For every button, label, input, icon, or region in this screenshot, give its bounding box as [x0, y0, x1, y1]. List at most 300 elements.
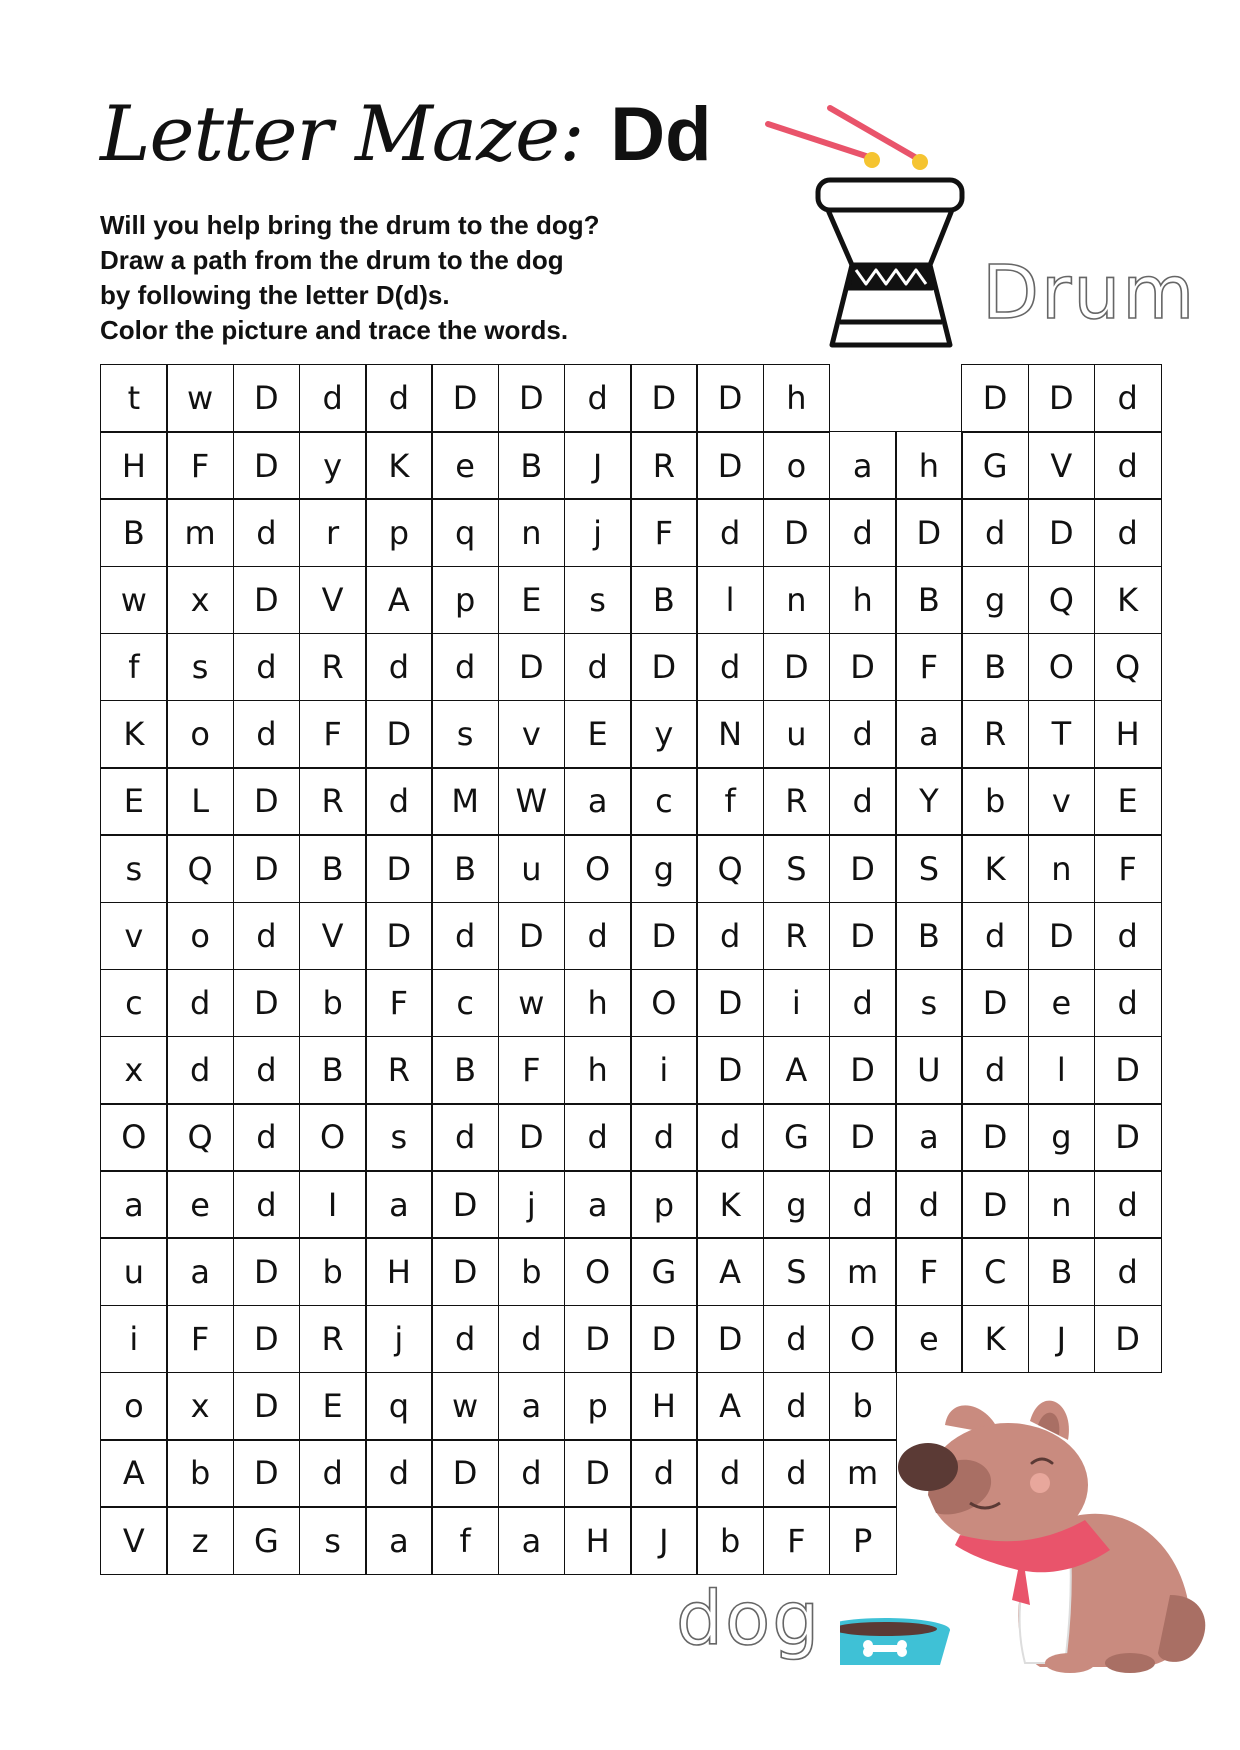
maze-cell[interactable]: d: [431, 1305, 499, 1374]
maze-cell[interactable]: E: [299, 1372, 367, 1441]
maze-cell[interactable]: b: [829, 1372, 897, 1441]
maze-cell[interactable]: O: [630, 969, 698, 1038]
maze-cell[interactable]: V: [299, 566, 367, 635]
bowl-icon: [840, 1618, 950, 1665]
maze-cell[interactable]: d: [763, 1439, 831, 1508]
maze-cell[interactable]: F: [895, 633, 963, 702]
maze-cell[interactable]: R: [365, 1036, 433, 1105]
maze-cell[interactable]: D: [630, 633, 698, 702]
maze-cell[interactable]: a: [100, 1170, 168, 1239]
maze-cell[interactable]: y: [630, 700, 698, 769]
maze-cell[interactable]: D: [1028, 498, 1096, 567]
maze-cell[interactable]: d: [1094, 1170, 1162, 1239]
maze-cell[interactable]: e: [895, 1305, 963, 1374]
maze-cell[interactable]: V: [1028, 431, 1096, 500]
maze-cell[interactable]: D: [1028, 364, 1096, 433]
maze-cell[interactable]: b: [498, 1237, 566, 1306]
maze-cell[interactable]: b: [299, 969, 367, 1038]
maze-cell[interactable]: d: [829, 969, 897, 1038]
maze-cell[interactable]: d: [233, 633, 301, 702]
maze-cell[interactable]: D: [961, 364, 1029, 433]
maze-cell[interactable]: R: [299, 633, 367, 702]
maze-cell[interactable]: d: [233, 1103, 301, 1172]
maze-cell[interactable]: T: [1028, 700, 1096, 769]
maze-cell[interactable]: D: [431, 1237, 499, 1306]
maze-cell[interactable]: D: [1094, 1305, 1162, 1374]
maze-cell[interactable]: a: [564, 1170, 632, 1239]
maze-cell[interactable]: d: [564, 364, 632, 433]
maze-cell[interactable]: A: [696, 1237, 764, 1306]
maze-cell[interactable]: K: [696, 1170, 764, 1239]
maze-cell[interactable]: d: [233, 902, 301, 971]
maze-cell[interactable]: d: [431, 1103, 499, 1172]
maze-cell[interactable]: b: [166, 1439, 234, 1508]
maze-cell[interactable]: p: [630, 1170, 698, 1239]
maze-cell[interactable]: d: [696, 498, 764, 567]
maze-cell[interactable]: d: [1094, 431, 1162, 500]
instruction-line: Color the picture and trace the words.: [100, 315, 569, 345]
maze-cell[interactable]: d: [564, 902, 632, 971]
maze-cell[interactable]: E: [498, 566, 566, 635]
maze-cell[interactable]: A: [696, 1372, 764, 1441]
maze-cell[interactable]: d: [961, 902, 1029, 971]
maze-cell[interactable]: O: [299, 1103, 367, 1172]
maze-cell[interactable]: F: [166, 1305, 234, 1374]
maze-cell[interactable]: J: [564, 431, 632, 500]
maze-cell[interactable]: B: [299, 1036, 367, 1105]
maze-cell[interactable]: D: [829, 633, 897, 702]
maze-cell[interactable]: D: [233, 1439, 301, 1508]
maze-gap: [1028, 1372, 1096, 1441]
maze-cell[interactable]: R: [299, 1305, 367, 1374]
maze-cell[interactable]: c: [100, 969, 168, 1038]
maze-cell[interactable]: D: [233, 1305, 301, 1374]
maze-cell[interactable]: d: [431, 633, 499, 702]
maze-cell[interactable]: b: [696, 1506, 764, 1575]
maze-cell[interactable]: O: [100, 1103, 168, 1172]
maze-cell[interactable]: K: [961, 834, 1029, 903]
maze-cell[interactable]: d: [763, 1305, 831, 1374]
maze-cell[interactable]: D: [365, 700, 433, 769]
maze-cell[interactable]: e: [1028, 969, 1096, 1038]
maze-cell[interactable]: S: [763, 1237, 831, 1306]
maze-cell[interactable]: V: [100, 1506, 168, 1575]
maze-cell[interactable]: D: [829, 834, 897, 903]
maze-cell[interactable]: q: [431, 498, 499, 567]
maze-cell[interactable]: d: [564, 633, 632, 702]
maze-cell[interactable]: B: [431, 834, 499, 903]
maze-cell[interactable]: h: [895, 431, 963, 500]
maze-cell[interactable]: B: [630, 566, 698, 635]
maze-cell[interactable]: j: [564, 498, 632, 567]
maze-cell[interactable]: p: [431, 566, 499, 635]
maze-gap: [961, 1439, 1029, 1508]
maze-cell[interactable]: C: [961, 1237, 1029, 1306]
maze-cell[interactable]: D: [233, 767, 301, 836]
maze-gap: [895, 1439, 963, 1508]
maze-cell[interactable]: d: [166, 1036, 234, 1105]
maze-cell[interactable]: d: [1094, 364, 1162, 433]
maze-cell[interactable]: s: [166, 633, 234, 702]
maze-cell[interactable]: n: [763, 566, 831, 635]
maze-cell[interactable]: D: [233, 566, 301, 635]
maze-cell[interactable]: D: [431, 364, 499, 433]
maze-cell[interactable]: d: [630, 1439, 698, 1508]
maze-cell[interactable]: G: [961, 431, 1029, 500]
maze-cell[interactable]: v: [100, 902, 168, 971]
maze-gap: [961, 1372, 1029, 1441]
maze-cell[interactable]: B: [961, 633, 1029, 702]
maze-cell[interactable]: D: [233, 431, 301, 500]
maze-cell[interactable]: f: [431, 1506, 499, 1575]
maze-cell[interactable]: g: [630, 834, 698, 903]
letter-maze: [100, 364, 1160, 1573]
maze-cell[interactable]: d: [696, 633, 764, 702]
maze-cell[interactable]: K: [100, 700, 168, 769]
maze-cell[interactable]: s: [299, 1506, 367, 1575]
maze-gap: [895, 364, 963, 433]
maze-gap: [1094, 1506, 1162, 1575]
maze-cell[interactable]: D: [696, 1036, 764, 1105]
maze-cell[interactable]: K: [365, 431, 433, 500]
maze-gap: [829, 364, 897, 433]
maze-cell[interactable]: a: [498, 1372, 566, 1441]
maze-cell[interactable]: R: [763, 902, 831, 971]
maze-cell[interactable]: d: [498, 1439, 566, 1508]
maze-cell[interactable]: s: [564, 566, 632, 635]
maze-cell[interactable]: N: [696, 700, 764, 769]
maze-cell[interactable]: S: [895, 834, 963, 903]
maze-cell[interactable]: n: [498, 498, 566, 567]
maze-cell[interactable]: q: [365, 1372, 433, 1441]
maze-cell[interactable]: H: [100, 431, 168, 500]
maze-cell[interactable]: d: [1094, 902, 1162, 971]
maze-cell[interactable]: w: [100, 566, 168, 635]
maze-cell[interactable]: g: [1028, 1103, 1096, 1172]
maze-cell[interactable]: t: [100, 364, 168, 433]
instruction-line: Will you help bring the drum to the dog?: [100, 210, 600, 240]
maze-cell[interactable]: d: [166, 969, 234, 1038]
maze-cell[interactable]: j: [365, 1305, 433, 1374]
maze-cell[interactable]: W: [498, 767, 566, 836]
maze-cell[interactable]: g: [961, 566, 1029, 635]
maze-gap: [1094, 1372, 1162, 1441]
maze-cell[interactable]: D: [564, 1305, 632, 1374]
maze-cell[interactable]: D: [630, 364, 698, 433]
maze-cell[interactable]: i: [763, 969, 831, 1038]
maze-cell[interactable]: F: [1094, 834, 1162, 903]
maze-cell[interactable]: R: [961, 700, 1029, 769]
maze-cell[interactable]: d: [1094, 1237, 1162, 1306]
maze-cell[interactable]: F: [498, 1036, 566, 1105]
maze-cell[interactable]: c: [431, 969, 499, 1038]
maze-cell[interactable]: d: [829, 700, 897, 769]
maze-cell[interactable]: D: [696, 431, 764, 500]
maze-cell[interactable]: R: [763, 767, 831, 836]
maze-cell[interactable]: d: [233, 700, 301, 769]
maze-cell[interactable]: D: [431, 1170, 499, 1239]
maze-gap: [961, 1506, 1029, 1575]
maze-cell[interactable]: b: [299, 1237, 367, 1306]
maze-cell[interactable]: D: [498, 902, 566, 971]
maze-cell[interactable]: d: [895, 1170, 963, 1239]
maze-cell[interactable]: K: [961, 1305, 1029, 1374]
maze-cell[interactable]: a: [895, 700, 963, 769]
maze-cell[interactable]: v: [1028, 767, 1096, 836]
drumsticks-icon: [768, 108, 928, 170]
maze-cell[interactable]: A: [365, 566, 433, 635]
maze-cell[interactable]: D: [365, 834, 433, 903]
maze-cell[interactable]: H: [365, 1237, 433, 1306]
maze-cell[interactable]: D: [1028, 902, 1096, 971]
maze-cell[interactable]: d: [829, 767, 897, 836]
maze-cell[interactable]: l: [1028, 1036, 1096, 1105]
maze-cell[interactable]: F: [763, 1506, 831, 1575]
maze-cell[interactable]: h: [763, 364, 831, 433]
maze-cell[interactable]: D: [431, 1439, 499, 1508]
maze-cell[interactable]: s: [431, 700, 499, 769]
maze-cell[interactable]: n: [1028, 1170, 1096, 1239]
maze-cell[interactable]: B: [498, 431, 566, 500]
maze-cell[interactable]: D: [233, 1372, 301, 1441]
trace-word-dog: dog: [676, 1576, 822, 1662]
maze-cell[interactable]: m: [829, 1439, 897, 1508]
maze-cell[interactable]: B: [895, 566, 963, 635]
maze-cell[interactable]: D: [763, 633, 831, 702]
maze-cell[interactable]: D: [829, 902, 897, 971]
instruction-line: by following the letter D(d)s.: [100, 280, 450, 310]
maze-cell[interactable]: n: [1028, 834, 1096, 903]
maze-cell[interactable]: G: [630, 1237, 698, 1306]
maze-cell[interactable]: j: [498, 1170, 566, 1239]
maze-cell[interactable]: J: [630, 1506, 698, 1575]
maze-cell[interactable]: d: [299, 1439, 367, 1508]
title-script: Letter Maze:: [100, 89, 584, 178]
maze-cell[interactable]: D: [1094, 1103, 1162, 1172]
maze-cell[interactable]: S: [763, 834, 831, 903]
maze-cell[interactable]: B: [895, 902, 963, 971]
maze-cell[interactable]: e: [431, 431, 499, 500]
maze-cell[interactable]: d: [564, 1103, 632, 1172]
maze-cell[interactable]: x: [166, 1372, 234, 1441]
maze-cell[interactable]: m: [166, 498, 234, 567]
maze-cell[interactable]: O: [1028, 633, 1096, 702]
maze-cell[interactable]: d: [763, 1372, 831, 1441]
maze-cell[interactable]: l: [696, 566, 764, 635]
maze-cell[interactable]: g: [763, 1170, 831, 1239]
maze-cell[interactable]: O: [564, 1237, 632, 1306]
maze-cell[interactable]: O: [564, 834, 632, 903]
maze-cell[interactable]: u: [100, 1237, 168, 1306]
maze-cell[interactable]: f: [100, 633, 168, 702]
maze-cell[interactable]: u: [763, 700, 831, 769]
maze-cell[interactable]: x: [100, 1036, 168, 1105]
maze-cell[interactable]: F: [365, 969, 433, 1038]
maze-cell[interactable]: B: [1028, 1237, 1096, 1306]
maze-cell[interactable]: D: [498, 633, 566, 702]
maze-cell[interactable]: J: [1028, 1305, 1096, 1374]
maze-cell[interactable]: H: [1094, 700, 1162, 769]
maze-cell[interactable]: a: [166, 1237, 234, 1306]
maze-cell[interactable]: F: [166, 431, 234, 500]
maze-cell[interactable]: A: [100, 1439, 168, 1508]
maze-cell[interactable]: A: [763, 1036, 831, 1105]
maze-cell[interactable]: y: [299, 431, 367, 500]
maze-cell[interactable]: d: [696, 1103, 764, 1172]
maze-cell[interactable]: o: [763, 431, 831, 500]
maze-cell[interactable]: i: [100, 1305, 168, 1374]
maze-cell[interactable]: B: [431, 1036, 499, 1105]
maze-cell[interactable]: D: [630, 1305, 698, 1374]
maze-cell[interactable]: H: [564, 1506, 632, 1575]
maze-cell[interactable]: Q: [166, 834, 234, 903]
maze-cell[interactable]: B: [100, 498, 168, 567]
instruction-line: Draw a path from the drum to the dog: [100, 245, 564, 275]
maze-cell[interactable]: p: [564, 1372, 632, 1441]
maze-cell[interactable]: d: [233, 498, 301, 567]
maze-cell[interactable]: d: [233, 1036, 301, 1105]
maze-cell[interactable]: D: [961, 1103, 1029, 1172]
maze-cell[interactable]: E: [100, 767, 168, 836]
maze-cell[interactable]: D: [829, 1036, 897, 1105]
maze-cell[interactable]: b: [961, 767, 1029, 836]
trace-word-drum: Drum: [982, 250, 1197, 336]
maze-cell[interactable]: Q: [1028, 566, 1096, 635]
maze-cell[interactable]: w: [431, 1372, 499, 1441]
maze-cell[interactable]: u: [498, 834, 566, 903]
maze-cell[interactable]: i: [630, 1036, 698, 1105]
maze-cell[interactable]: d: [365, 364, 433, 433]
maze-cell[interactable]: d: [498, 1305, 566, 1374]
maze-cell[interactable]: D: [696, 1305, 764, 1374]
maze-cell[interactable]: F: [895, 1237, 963, 1306]
maze-cell[interactable]: c: [630, 767, 698, 836]
maze-cell[interactable]: D: [233, 834, 301, 903]
maze-cell[interactable]: d: [431, 902, 499, 971]
maze-cell[interactable]: R: [630, 431, 698, 500]
maze-cell[interactable]: o: [166, 700, 234, 769]
maze-cell[interactable]: Q: [1094, 633, 1162, 702]
maze-cell[interactable]: s: [365, 1103, 433, 1172]
maze-cell[interactable]: f: [696, 767, 764, 836]
maze-cell[interactable]: s: [895, 969, 963, 1038]
maze-cell[interactable]: d: [961, 498, 1029, 567]
maze-cell[interactable]: e: [166, 1170, 234, 1239]
maze-cell[interactable]: d: [1094, 498, 1162, 567]
maze-gap: [895, 1506, 963, 1575]
maze-cell[interactable]: s: [100, 834, 168, 903]
maze-cell[interactable]: R: [299, 767, 367, 836]
maze-cell[interactable]: a: [895, 1103, 963, 1172]
maze-cell[interactable]: D: [696, 969, 764, 1038]
maze-cell[interactable]: H: [630, 1372, 698, 1441]
page-title: [100, 89, 712, 178]
maze-cell[interactable]: d: [696, 902, 764, 971]
maze-cell[interactable]: D: [365, 902, 433, 971]
maze-cell[interactable]: Y: [895, 767, 963, 836]
maze-cell[interactable]: a: [564, 767, 632, 836]
maze-cell[interactable]: h: [564, 1036, 632, 1105]
maze-cell[interactable]: D: [630, 902, 698, 971]
maze-cell[interactable]: D: [763, 498, 831, 567]
maze-cell[interactable]: D: [696, 364, 764, 433]
maze-cell[interactable]: o: [100, 1372, 168, 1441]
maze-cell[interactable]: P: [829, 1506, 897, 1575]
maze-cell[interactable]: w: [498, 969, 566, 1038]
maze-cell[interactable]: V: [299, 902, 367, 971]
maze-cell[interactable]: h: [829, 566, 897, 635]
maze-cell[interactable]: d: [365, 1439, 433, 1508]
maze-gap: [1094, 1439, 1162, 1508]
maze-cell[interactable]: D: [564, 1439, 632, 1508]
maze-cell[interactable]: Q: [166, 1103, 234, 1172]
maze-cell[interactable]: a: [829, 431, 897, 500]
maze-cell[interactable]: D: [233, 364, 301, 433]
maze-cell[interactable]: M: [431, 767, 499, 836]
maze-gap: [1028, 1439, 1096, 1508]
maze-cell[interactable]: D: [498, 364, 566, 433]
maze-cell[interactable]: K: [1094, 566, 1162, 635]
maze-cell[interactable]: D: [233, 1237, 301, 1306]
maze-cell[interactable]: d: [1094, 969, 1162, 1038]
maze-cell[interactable]: a: [365, 1170, 433, 1239]
maze-cell[interactable]: E: [564, 700, 632, 769]
maze-gap: [1028, 1506, 1096, 1575]
maze-cell[interactable]: G: [763, 1103, 831, 1172]
maze-cell[interactable]: U: [895, 1036, 963, 1105]
maze-cell[interactable]: d: [365, 633, 433, 702]
maze-cell[interactable]: a: [498, 1506, 566, 1575]
maze-cell[interactable]: p: [365, 498, 433, 567]
maze-cell[interactable]: a: [365, 1506, 433, 1575]
maze-cell[interactable]: x: [166, 566, 234, 635]
maze-cell[interactable]: d: [829, 1170, 897, 1239]
maze-cell[interactable]: E: [1094, 767, 1162, 836]
maze-cell[interactable]: D: [895, 498, 963, 567]
maze-cell[interactable]: F: [299, 700, 367, 769]
maze-cell[interactable]: B: [299, 834, 367, 903]
maze-cell[interactable]: d: [233, 1170, 301, 1239]
maze-cell[interactable]: I: [299, 1170, 367, 1239]
maze-cell[interactable]: d: [829, 498, 897, 567]
maze-cell[interactable]: D: [233, 969, 301, 1038]
maze-cell[interactable]: d: [365, 767, 433, 836]
title-letters: Dd: [610, 92, 712, 177]
maze-cell[interactable]: O: [829, 1305, 897, 1374]
instructions: [100, 208, 600, 348]
maze-cell[interactable]: h: [564, 969, 632, 1038]
maze-cell[interactable]: D: [1094, 1036, 1162, 1105]
maze-cell[interactable]: v: [498, 700, 566, 769]
maze-cell[interactable]: z: [166, 1506, 234, 1575]
maze-cell[interactable]: Q: [696, 834, 764, 903]
maze-cell[interactable]: D: [829, 1103, 897, 1172]
maze-cell[interactable]: m: [829, 1237, 897, 1306]
maze-cell[interactable]: d: [630, 1103, 698, 1172]
maze-cell[interactable]: D: [961, 969, 1029, 1038]
maze-cell[interactable]: o: [166, 902, 234, 971]
maze-cell[interactable]: d: [961, 1036, 1029, 1105]
maze-cell[interactable]: D: [498, 1103, 566, 1172]
maze-cell[interactable]: w: [166, 364, 234, 433]
maze-cell[interactable]: d: [696, 1439, 764, 1508]
maze-cell[interactable]: F: [630, 498, 698, 567]
maze-cell[interactable]: G: [233, 1506, 301, 1575]
maze-cell[interactable]: D: [961, 1170, 1029, 1239]
maze-cell[interactable]: d: [299, 364, 367, 433]
maze-cell[interactable]: r: [299, 498, 367, 567]
maze-cell[interactable]: L: [166, 767, 234, 836]
